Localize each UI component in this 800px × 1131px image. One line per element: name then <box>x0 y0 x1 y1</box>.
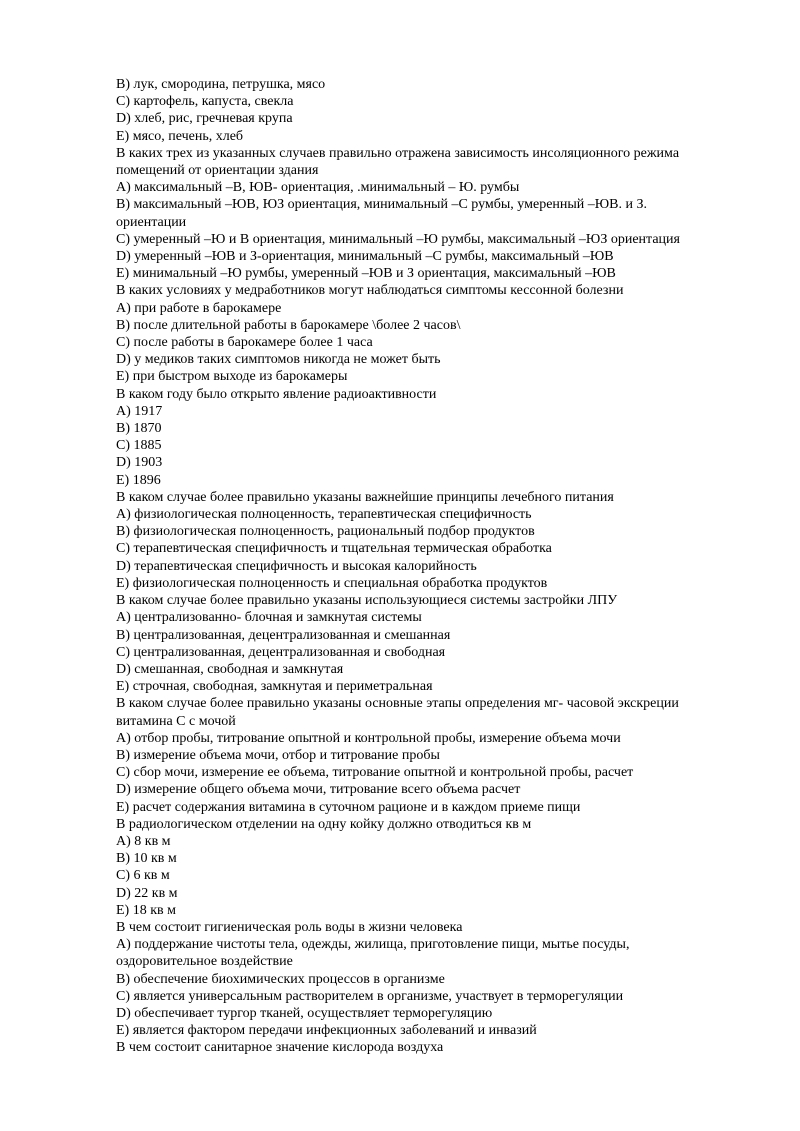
text-line: B) 10 кв м <box>116 851 177 867</box>
text-line: A) при работе в барокамере <box>116 300 282 316</box>
text-line: C) умеренный –Ю и В ориентация, минимальный –Ю румбы, максимальный –ЮЗ ориентация <box>116 231 680 247</box>
text-line: D) терапевтическая специфичность и высокая калорийность <box>116 558 477 574</box>
text-line: В каком случае более правильно указаны важнейшие принципы лечебного питания <box>116 489 614 505</box>
text-line: B) максимальный –ЮВ, ЮЗ ориентация, минимальный –С румбы, умеренный –ЮВ. и З. <box>116 197 648 213</box>
text-line: C) после работы в барокамере более 1 часа <box>116 335 373 351</box>
text-line: C) централизованная, децентрализованная и свободная <box>116 644 446 660</box>
text-line: B) 1870 <box>116 421 162 437</box>
text-line: C) является универсальным растворителем в организме, участвует в терморегуляции <box>116 988 624 1004</box>
text-line: B) обеспечение биохимических процессов в организме <box>116 971 445 987</box>
text-line: D) измерение общего объема мочи, титрование всего объема расчет <box>116 782 521 798</box>
text-line: A) 8 кв м <box>116 833 171 849</box>
document-body <box>116 76 740 1057</box>
text-line: помещений от ориентации здания <box>116 163 319 179</box>
text-line: C) терапевтическая специфичность и тщательная термическая обработка <box>116 541 552 557</box>
text-line: E) мясо, печень, хлеб <box>116 128 244 144</box>
text-line: D) хлеб, рис, гречневая крупа <box>116 111 293 127</box>
text-line: B) централизованная, децентрализованная и смешанная <box>116 627 451 643</box>
text-line: A) 1917 <box>116 403 163 419</box>
text-line: В каких условиях у медработников могут наблюдаться симптомы кессонной болезни <box>116 283 624 299</box>
text-line: E) расчет содержания витамина в суточном рационе и в каждом приеме пищи <box>116 799 581 815</box>
text-line: A) поддержание чистоты тела, одежды, жилища, приготовление пищи, мытье посуды, <box>116 937 630 953</box>
text-line: В чем состоит санитарное значение кислорода воздуха <box>116 1040 444 1056</box>
text-line: E) 1896 <box>116 472 161 488</box>
text-line: A) отбор пробы, титрование опытной и контрольной пробы, измерение объема мочи <box>116 730 621 746</box>
text-line: E) при быстром выходе из барокамеры <box>116 369 348 385</box>
text-line: B) физиологическая полноценность, рациональный подбор продуктов <box>116 524 535 540</box>
text-line: D) обеспечивает тургор тканей, осуществляет терморегуляцию <box>116 1005 493 1021</box>
text-line: D) у медиков таких симптомов никогда не может быть <box>116 352 441 368</box>
text-line: D) 1903 <box>116 455 163 471</box>
text-line: В каком случае более правильно указаны основные этапы определения мг- часовой экскреции <box>116 696 679 712</box>
text-line: E) 18 кв м <box>116 902 176 918</box>
text-line: E) минимальный –Ю румбы, умеренный –ЮВ и З ориентация, максимальный –ЮВ <box>116 266 616 282</box>
text-line: A) максимальный –В, ЮВ- ориентация, .минимальный – Ю. румбы <box>116 180 520 196</box>
text-line: C) 1885 <box>116 438 162 454</box>
text-line: D) 22 кв м <box>116 885 178 901</box>
text-line: В каком году было открыто явление радиоактивности <box>116 386 437 402</box>
text-line: ориентации <box>116 214 187 230</box>
text-line: B) после длительной работы в барокамере \более 2 часов\ <box>116 317 461 333</box>
text-line: C) картофель, капуста, свекла <box>116 94 294 110</box>
text-line: В чем состоит гигиеническая роль воды в жизни человека <box>116 919 463 935</box>
text-line: B) лук, смородина, петрушка, мясо <box>116 77 326 92</box>
text-line: D) умеренный –ЮВ и З-ориентация, минимальный –С румбы, максимальный –ЮВ <box>116 249 614 265</box>
text-line: оздоровительное воздействие <box>116 954 293 970</box>
text-line: E) физиологическая полноценность и специальная обработка продуктов <box>116 575 548 591</box>
text-line: E) строчная, свободная, замкнутая и периметральная <box>116 679 433 695</box>
text-line: витамина С с мочой <box>116 713 236 729</box>
text-line: В каком случае более правильно указаны использующиеся системы застройки ЛПУ <box>116 593 618 609</box>
text-line: B) измерение объема мочи, отбор и титрование пробы <box>116 747 440 763</box>
text-line: A) физиологическая полноценность, терапевтическая специфичность <box>116 507 532 523</box>
text-line: В радиологическом отделении на одну койку должно отводиться кв м <box>116 816 532 832</box>
text-line: E) является фактором передачи инфекционных заболеваний и инвазий <box>116 1023 537 1039</box>
text-line: C) сбор мочи, измерение ее объема, титрование опытной и контрольной пробы, расчет <box>116 765 634 781</box>
text-line: A) централизованно- блочная и замкнутая системы <box>116 610 422 626</box>
text-line: В каких трех из указанных случаев правильно отражена зависимость инсоляционного режима <box>116 145 680 161</box>
text-line: C) 6 кв м <box>116 868 170 884</box>
text-line: D) смешанная, свободная и замкнутая <box>116 661 344 677</box>
